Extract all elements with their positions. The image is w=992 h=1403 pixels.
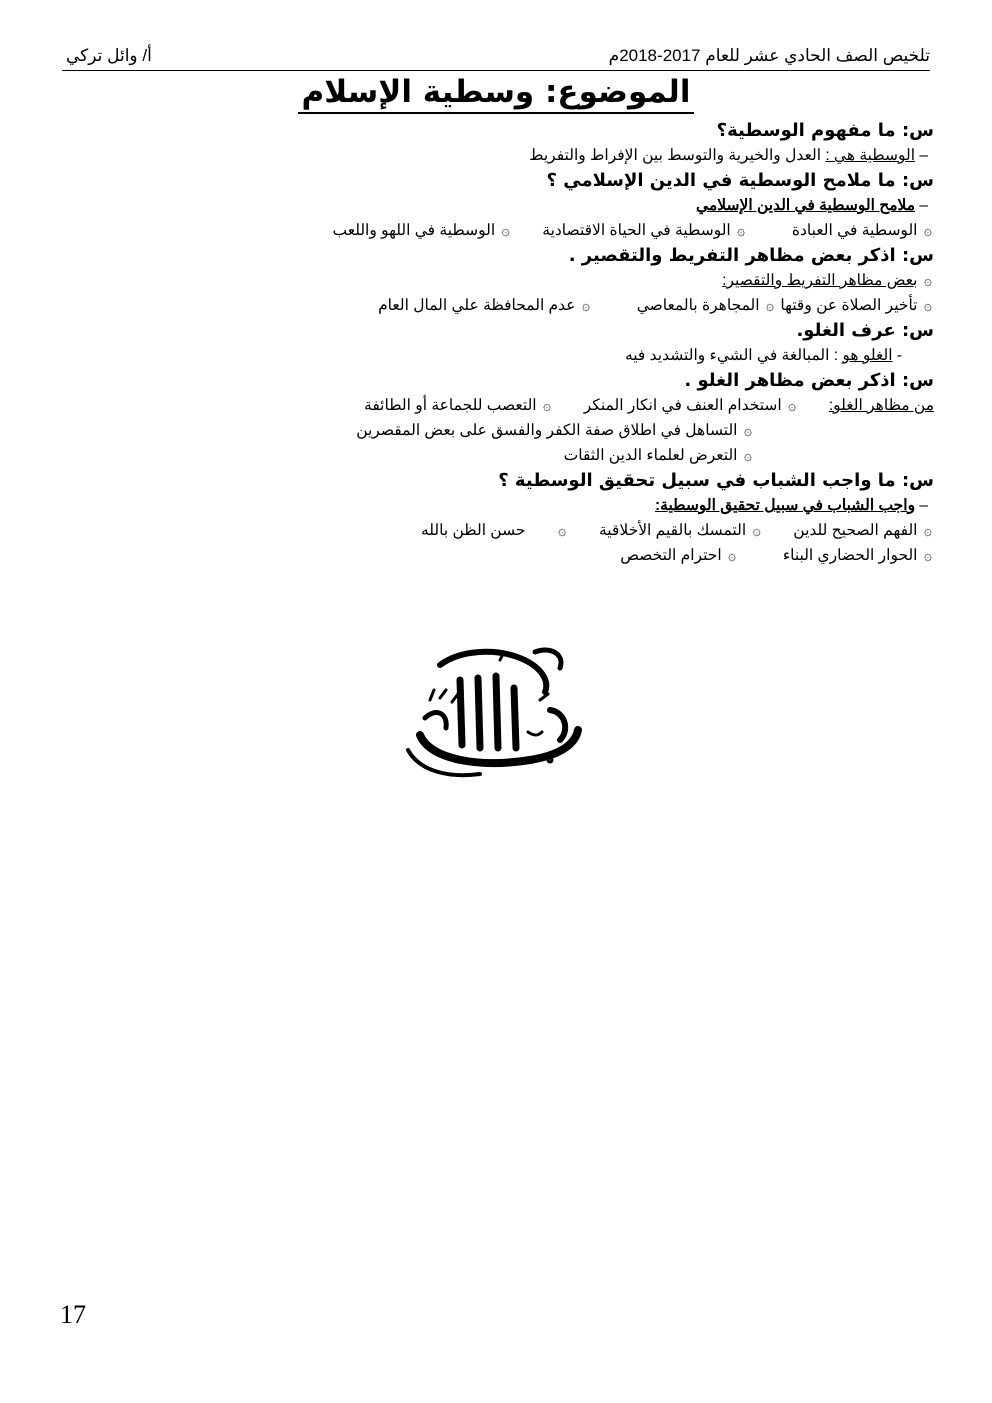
bullet-icon: ۞ [923,522,932,538]
list-item: التساهل في اطلاق صفة الكفر والفسق على بعض المقصرين [356,422,738,439]
answer-3-items [134,293,934,318]
question-5: س: اذكر بعض مظاهر الغلو . [684,370,934,391]
question-6: س: ما واجب الشباب في سبيل تحقيق الوسطية ؟ [498,470,934,491]
list-item: الوسطية في العبادة [791,222,918,239]
document-body [134,118,934,568]
answer-3-heading-row [134,268,934,293]
bullet-icon: ۞ [923,222,932,238]
bullet-icon: ۞ [923,547,932,563]
question-4: س: عرف الغلو. [796,320,934,341]
answer-2-items [134,218,934,243]
answer-5-heading: من مظاهر الغلو: [828,397,934,414]
bullet-icon: ۞ [743,447,752,463]
answer-4-text: : المبالغة في الشيء والتشديد فيه [624,347,839,364]
topic-title: الموضوع: وسطية الإسلام [298,74,695,114]
answer-5-row-1 [134,393,934,418]
bullet-icon: ۞ [542,397,552,413]
header-author: أ/ وائل تركي [66,46,152,65]
list-item: حسن الظن بالله [420,522,526,539]
list-item: تأخير الصلاة عن وقتها [780,297,918,314]
answer-4: - الغلو هو : المبالغة في الشيء والتشديد فيه [624,347,902,364]
answer-6-heading-row: – واجب الشباب في سبيل تحقيق الوسطية: [655,497,928,514]
list-item: التعرض لعلماء الدين الثقات [563,447,738,464]
answer-5-row-2 [134,418,934,443]
topic-title-wrap [0,74,992,114]
page-number: 17 [60,1300,86,1329]
bullet-icon: ۞ [737,222,746,238]
bullet-icon: ۞ [501,222,510,238]
list-item: التعصب للجماعة أو الطائفة [364,397,537,414]
question-3: س: اذكر بعض مظاهر التفريط والتقصير . [568,245,934,266]
question-1: س: ما مفهوم الوسطية؟ [716,120,934,141]
answer-6-row-1 [134,518,934,543]
list-item: التمسك بالقيم الأخلاقية [598,522,747,539]
bullet-icon: ۞ [728,547,737,563]
bullet-icon: ۞ [558,522,567,538]
bullet-icon: ۞ [752,522,761,538]
list-item: استخدام العنف في انكار المنكر [583,397,782,414]
list-item: الوسطية في اللهو واللعب [332,222,496,239]
answer-3-heading: بعض مظاهر التفريط والتقصير: [722,272,918,289]
question-2: س: ما ملامح الوسطية في الدين الإسلامي ؟ [546,170,934,191]
bullet-icon: ۞ [923,297,932,313]
list-item: المجاهرة بالمعاصي [636,297,760,314]
answer-4-label: الغلو هو [842,347,893,364]
page-header [62,44,930,71]
header-course-title: تلخيص الصف الحادي عشر للعام 2017-2018م [608,46,930,65]
answer-6-heading: واجب الشباب في سبيل تحقيق الوسطية: [655,497,916,514]
answer-6-row-2 [134,543,934,568]
calligraphy-image [400,640,590,780]
bullet-icon: ۞ [743,422,752,438]
list-item: الوسطية في الحياة الاقتصادية [542,222,731,239]
list-item: الفهم الصحيح للدين [793,522,918,539]
bullet-icon: ۞ [788,397,797,413]
answer-2-heading: ملامح الوسطية في الدين الإسلامي [696,197,916,214]
answer-1: – الوسطية هي : العدل والخيرية والتوسط بين الإفراط والتفريط [529,147,928,164]
bullet-icon: ۞ [581,297,591,313]
list-item: الحوار الحضاري البناء [782,547,918,564]
list-item: احترام التخصص [620,547,722,564]
answer-2-heading-row: – ملامح الوسطية في الدين الإسلامي [696,197,928,214]
answer-1-label: الوسطية هي : [825,147,916,164]
answer-1-text: العدل والخيرية والتوسط بين الإفراط والتفريط [529,147,821,164]
bullet-icon: ۞ [923,272,932,288]
list-item: عدم المحافظة علي المال العام [378,297,576,314]
answer-5-row-3 [134,443,934,468]
bullet-icon: ۞ [765,297,775,313]
